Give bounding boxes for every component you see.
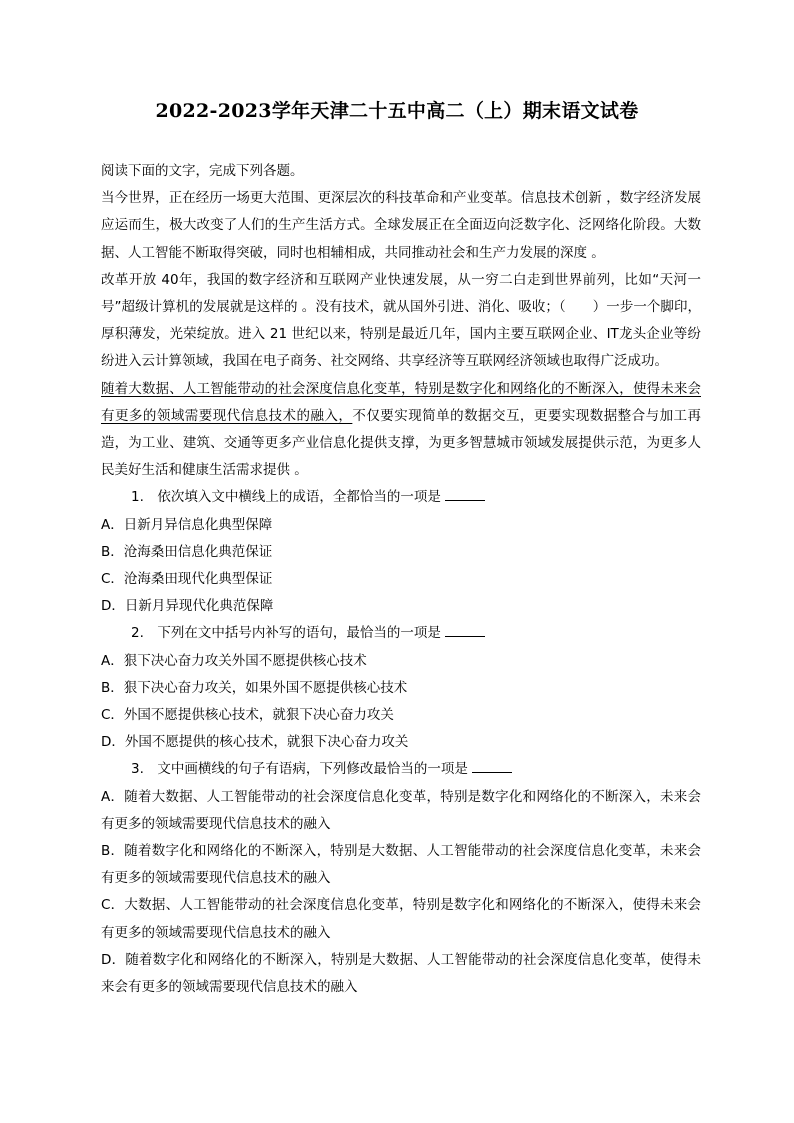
passage-paragraph-1: 当今世界，正在经历一场更大范围、更深层次的科技革命和产业变革。信息技术创新 ，数字经济发展应运而生，极大改变了人们的生产生活方式。全球发展正在全面迈向泛数字化、泛网络化阶段。大数据、人工智能不断取得突破，同时也相辅相成，共同推动社会和生产力发展的深度 。 xyxy=(101,190,701,261)
answer-blank[interactable] xyxy=(472,758,512,773)
option-d: D．外国不愿提供的核心技术，就狠下决心奋力攻关 xyxy=(101,734,409,751)
option-b: B．狠下决心奋力攻关，如果外国不愿提供核心技术 xyxy=(101,679,408,696)
option-a: A．日新月异信息化典型保障 xyxy=(101,516,273,533)
option-c: C．沧海桑田现代化典型保证 xyxy=(101,571,273,588)
page-title: 2022-2023学年天津二十五中高二（上）期末语文试卷 xyxy=(155,100,639,122)
question-3 xyxy=(101,756,701,1001)
option-c: C．外国不愿提供核心技术，就狠下决心奋力攻关 xyxy=(101,707,394,724)
question-stem: 3. 文中画横线的句子有语病，下列修改最恰当的一项是 xyxy=(131,761,468,778)
option-b: B．沧海桑田信息化典范保证 xyxy=(101,543,273,560)
option-c: C．大数据、人工智能带动的社会深度信息化变革，特别是数字化和网络化的不断深入，使得未来会有更多的领域需要现代信息技术的融入 xyxy=(101,897,701,941)
option-a: A．狠下决心奋力攻关外国不愿提供核心技术 xyxy=(101,652,367,669)
passage-paragraph-3 xyxy=(101,376,701,485)
question-stem: 1. 依次填入文中横线上的成语，全都恰当的一项是 xyxy=(131,489,441,506)
option-a: A．随着大数据、人工智能带动的社会深度信息化变革，特别是数字化和网络化的不断深入，未来会有更多的领域需要现代信息技术的融入 xyxy=(101,788,701,832)
option-d: D．日新月异现代化典范保障 xyxy=(101,598,274,615)
instruction: 阅读下面的文字，完成下列各题。 xyxy=(101,163,304,179)
answer-blank[interactable] xyxy=(445,486,485,501)
question-2 xyxy=(101,620,701,756)
exam-body xyxy=(101,158,701,1001)
passage-paragraph-3-rest: 不仅要实现简单的数据交互，更要实现数据整合与加工再造，为工业、建筑、交通等更多产业信息化提供支撑，为更多智慧城市领域发展提供示范，为更多人民美好生活和健康生活需求提供 。 xyxy=(101,407,702,479)
option-d: D．随着数字化和网络化的不断深入，特别是大数据、人工智能带动的社会深度信息化变革，使得未来会有更多的领域需要现代信息技术的融入 xyxy=(101,951,701,996)
underlined-sentence: 随着大数据、人工智能带动的社会深度信息化变革，特别是数字化和网络化的不断深入，使得未来会有更多的领域需要现代信息技术的融入， xyxy=(101,380,701,424)
option-b: B．随着数字化和网络化的不断深入，特别是大数据、人工智能带动的社会深度信息化变革，未来会有更多的领域需要现代信息技术的融入 xyxy=(101,843,701,887)
passage-paragraph-2: 改革开放 40年，我国的数字经济和互联网产业快速发展，从一穷二白走到世界前列，比如“天河一号”超级计算机的发展就是这样的 。没有技术，就从国外引进、消化、吸收；（ ）一步一个脚印，厚积薄发，光荣绽放。进入 21 世纪以来，特别是最近几年，国内主要互联网企业、IT龙头企业等纷纷进入云计算领域，我国在电子商务、社交网络、共享经济等互联网经济领域也取得广泛成功。 xyxy=(101,271,701,370)
question-1 xyxy=(101,484,701,620)
answer-blank[interactable] xyxy=(445,622,485,637)
question-stem: 2. 下列在文中括号内补写的语句，最恰当的一项是 xyxy=(131,625,441,642)
